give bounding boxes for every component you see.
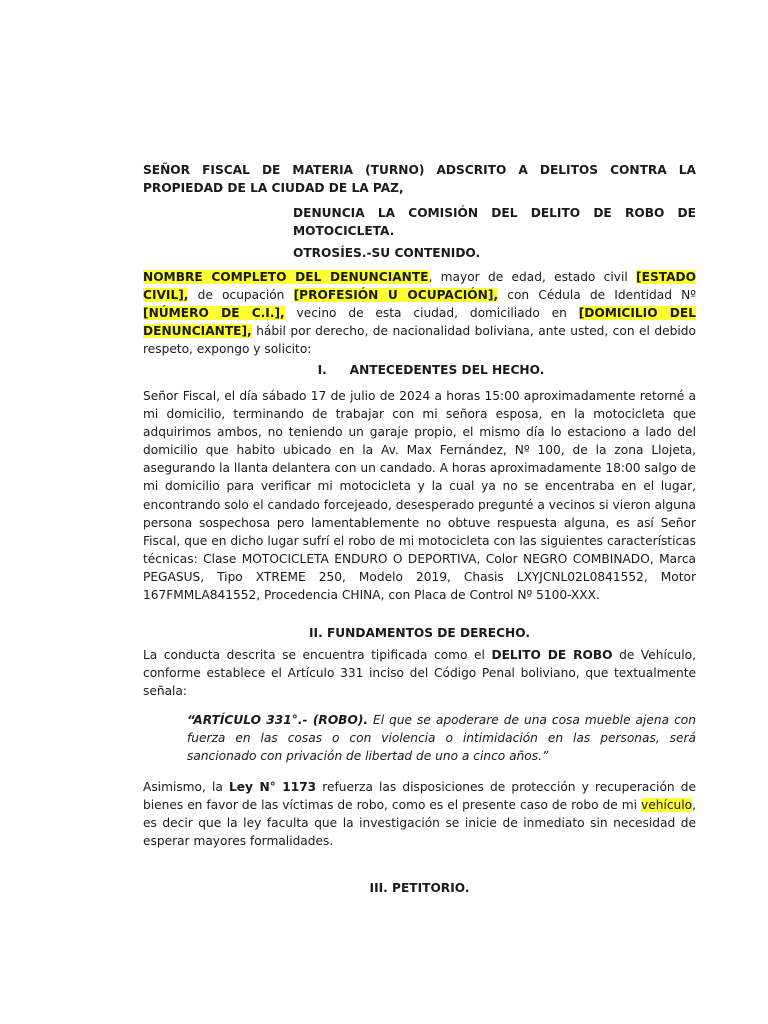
intro-text: hábil por derecho, de nacionalidad boliviana, ante usted, con el debido respeto, expongo y solicito: — [143, 324, 696, 357]
law-text: refuerza las disposiciones de protección y recuperación de bienes en favor de las víctimas de robo, como es el presente caso de robo de mi — [143, 780, 696, 813]
article-quote — [187, 711, 696, 765]
law-name: Ley N° 1173 — [228, 780, 317, 794]
intro-text: , mayor de edad, estado civil — [428, 270, 637, 284]
intro-text: vecino de esta ciudad, domiciliado en — [284, 306, 579, 321]
document-title: DENUNCIA LA COMISIÓN DEL DELITO DE ROBO DE MOTOCICLETA. — [293, 206, 696, 239]
conduct-text: La conducta descrita se encuentra tipificada como el — [143, 648, 492, 662]
address-placeholder: [DOMICILIO DEL DENUNCIANTE], — [143, 306, 696, 339]
conduct-paragraph — [143, 646, 696, 700]
ci-number-placeholder: [NÚMERO DE C.I.], — [143, 306, 285, 321]
law-text: , es decir que la ley faculta que la investigación se inicie de inmediato sin necesidad de esperar mayores formalidades. — [143, 798, 696, 849]
highlighted-word: vehículo — [641, 798, 693, 813]
crime-name: DELITO DE ROBO — [491, 648, 613, 662]
addressee-header: SEÑOR FISCAL DE MATERIA (TURNO) ADSCRITO A DELITOS CONTRA LA PROPIEDAD DE LA CIUDAD DE LA PAZ, — [143, 163, 696, 196]
civil-status-placeholder: [ESTADO CIVIL], — [143, 270, 696, 303]
section-number: I. — [317, 363, 327, 377]
section-heading-fundamentos: II. FUNDAMENTOS DE DERECHO. — [309, 626, 530, 640]
profession-placeholder: [PROFESIÓN U OCUPACIÓN], — [293, 288, 499, 303]
name-placeholder: NOMBRE COMPLETO DEL DENUNCIANTE — [143, 270, 429, 284]
section-heading-antecedentes — [143, 361, 696, 379]
law-paragraph — [143, 778, 696, 850]
intro-text: con Cédula de Identidad Nº — [498, 288, 696, 303]
otrosies-line: OTROSÍES.-SU CONTENIDO. — [293, 246, 481, 260]
facts-paragraph: Señor Fiscal, el día sábado 17 de julio de 2024 a horas 15:00 aproximadamente retorné a mi domicilio, terminando de trabajar con mi señora esposa, en la motocicleta que adquirimos ambos, no teniendo un garaje propio, el mismo día lo estaciono a lado del domicilio que habito ubicado en la Av. Max Fernández, Nº 100, de la zona Llojeta, asegurando la llanta delantera con un candado. A horas aproximadamente 18:00 salgo de mi domicilio para verificar mi motocicleta y la cual ya no se encentraba en el lugar, encontrando solo el candado forcejeado, desesperado pregunté a vecinos si vieron alguna persona sospechosa pero lamentablemente no obtuve respuesta alguna, es así Señor Fiscal, que en dicho lugar sufrí el robo de mi motocicleta con las siguientes características técnicas: Clase MOTOCICLETA ENDURO O DEPORTIVA, Color NEGRO COMBINADO, Marca PEGASUS, Tipo XTREME 250, Modelo 2019, Chasis LXYJCNL02L0841552, Motor 167FMMLA841552, Procedencia CHINA, con Placa de Control Nº 5100-XXX. — [143, 389, 696, 603]
intro-text: de ocupación — [188, 288, 294, 303]
intro-paragraph — [143, 268, 696, 358]
law-text: Asimismo, la — [143, 780, 229, 794]
section-heading-petitorio: III. PETITORIO. — [369, 881, 470, 895]
section-title: ANTECEDENTES DEL HECHO. — [349, 363, 545, 377]
conduct-text: de Vehículo, conforme establece el Artículo 331 inciso del Código Penal boliviano, que textualmente señala: — [143, 648, 696, 699]
article-lead: “ARTÍCULO 331°.- (ROBO). — [187, 713, 369, 727]
article-text: El que se apoderare de una cosa mueble ajena con fuerza en las cosas o con violencia o intimidación en las personas, será sancionado con privación de libertad de uno a cinco años.” — [187, 713, 696, 764]
